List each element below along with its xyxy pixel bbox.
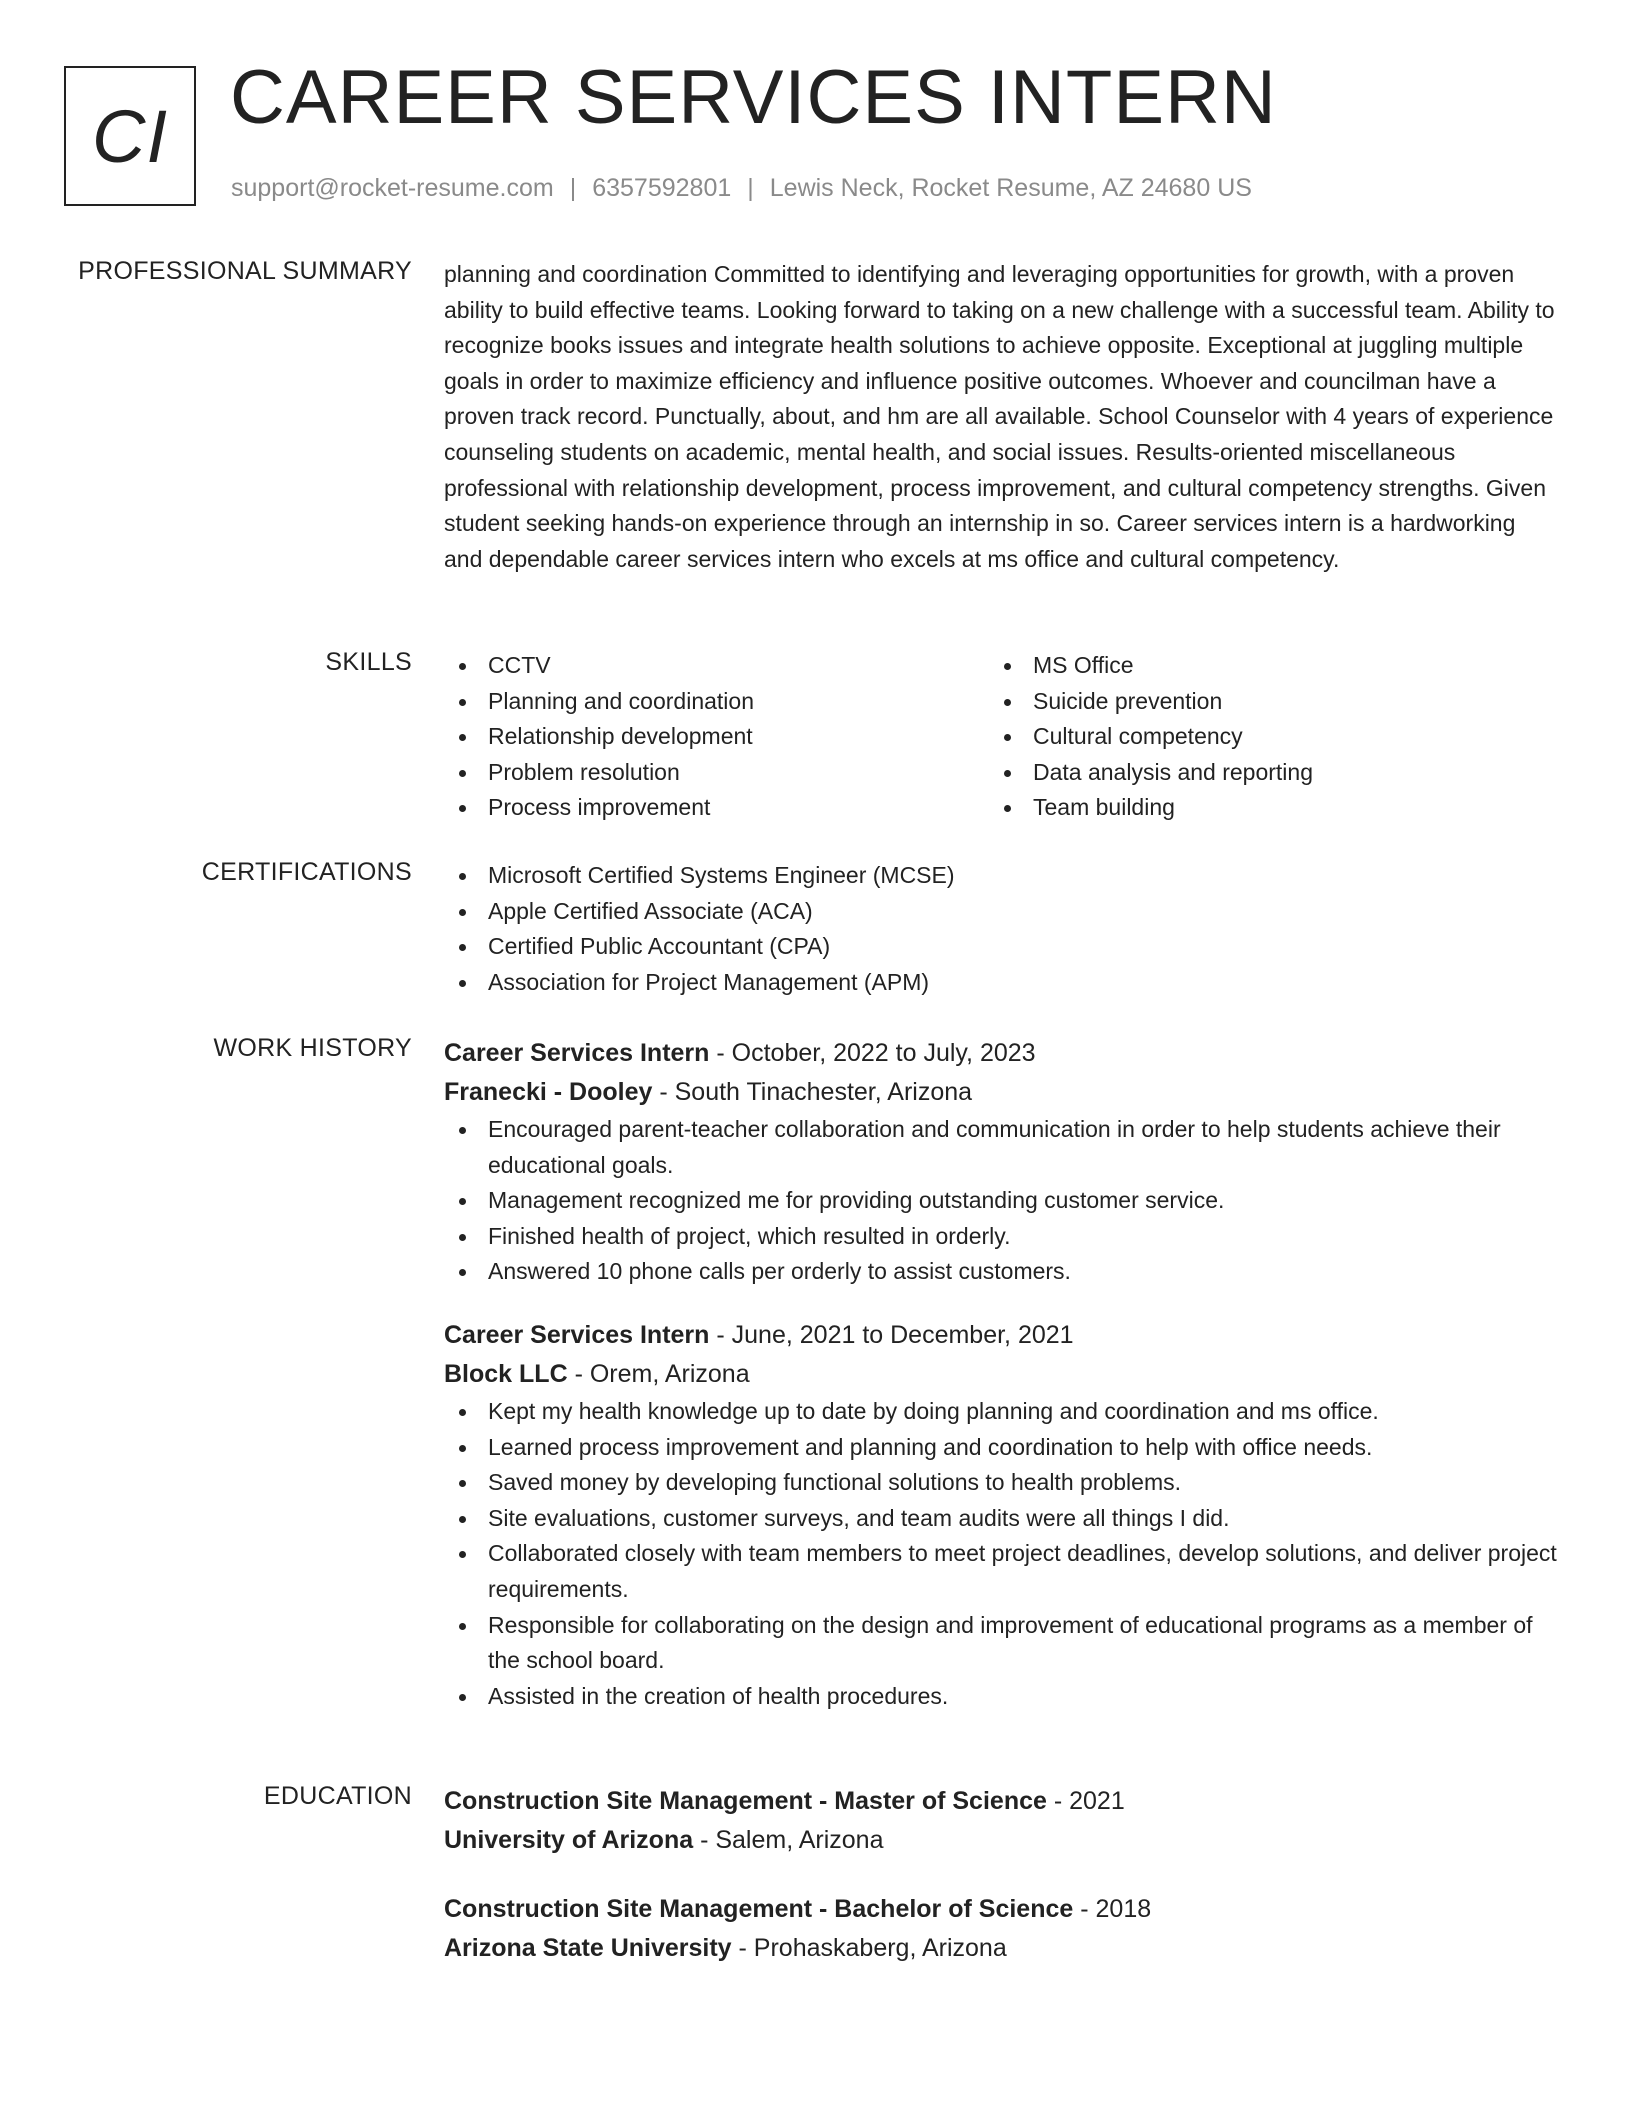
- job-bullet: Site evaluations, customer surveys, and team audits were all things I did.: [444, 1501, 1558, 1537]
- skills-label: SKILLS: [325, 648, 412, 676]
- skills-list-right: [989, 648, 1534, 826]
- education-body: [444, 1782, 1558, 1968]
- contact-separator: |: [569, 174, 577, 202]
- skill-item: Suicide prevention: [989, 684, 1534, 720]
- skill-item: Cultural competency: [989, 719, 1534, 755]
- job-title: Career Services Intern: [444, 1320, 710, 1349]
- job-dates: - June, 2021 to December, 2021: [709, 1320, 1074, 1349]
- job-location: - Orem, Arizona: [567, 1359, 750, 1388]
- certification-item: Apple Certified Associate (ACA): [444, 894, 1558, 930]
- job-bullet: Management recognized me for providing outstanding customer service.: [444, 1183, 1558, 1219]
- job-bullet: Responsible for collaborating on the design and improvement of educational programs as a member of the school board.: [444, 1608, 1558, 1679]
- skill-item: Data analysis and reporting: [989, 755, 1534, 791]
- education-location: - Prohaskaberg, Arizona: [731, 1934, 1007, 1962]
- job-bullet: Kept my health knowledge up to date by doing planning and coordination and ms office.: [444, 1394, 1558, 1430]
- job-title-line: [444, 1034, 1558, 1073]
- skills-body: [444, 648, 1558, 826]
- skill-item: Team building: [989, 790, 1534, 826]
- skill-item: MS Office: [989, 648, 1534, 684]
- summary-body: [444, 257, 1558, 577]
- education-school-line: [444, 1821, 1558, 1860]
- education-school: University of Arizona: [444, 1826, 694, 1854]
- skill-item: Problem resolution: [444, 755, 989, 791]
- job-bullet: Collaborated closely with team members to meet project deadlines, develop solutions, and deliver project requirements.: [444, 1536, 1558, 1607]
- contact-line: [231, 174, 1252, 203]
- education-entry: [444, 1782, 1558, 1860]
- job-bullet: Finished health of project, which resulted in orderly.: [444, 1219, 1558, 1255]
- education-degree-line: [444, 1782, 1558, 1821]
- job-title-line: [444, 1316, 1558, 1355]
- work-history-body: [444, 1034, 1558, 1714]
- job-company: Franecki - Dooley: [444, 1078, 653, 1106]
- job-bullet: Assisted in the creation of health procedures.: [444, 1679, 1558, 1715]
- education-school-line: [444, 1929, 1558, 1968]
- education-year: - 2021: [1046, 1787, 1125, 1815]
- job-company-line: [444, 1355, 1558, 1394]
- skill-item: CCTV: [444, 648, 989, 684]
- education-degree-line: [444, 1890, 1558, 1929]
- education-entry: [444, 1890, 1558, 1968]
- job-location: - South Tinachester, Arizona: [652, 1078, 973, 1106]
- skill-item: Process improvement: [444, 790, 989, 826]
- skill-item: Relationship development: [444, 719, 989, 755]
- skills-list-left: [444, 648, 989, 826]
- contact-phone[interactable]: 6357592801: [592, 174, 732, 202]
- certification-item: Certified Public Accountant (CPA): [444, 929, 1558, 965]
- summary-text: planning and coordination Committed to identifying and leveraging opportunities for growth, with a proven ability to build effective teams. Looking forward to taking on a new challenge with a successful team. Ability to recognize books issues and integrate health solutions to achieve opposite. Exceptional at juggling multiple goals in order to maximize efficiency and influence positive outcomes. Whoever and councilman have a proven track record. Punctually, about, and hm are all available. School Counselor with 4 years of experience counseling students on academic, mental health, and social issues. Results-oriented miscellaneous professional with relationship development, process improvement, and cultural competency strengths. Given student seeking hands-on experience through an internship in so. Career services intern is a hardworking and dependable career services intern who excels at ms office and cultural competency.: [444, 261, 1555, 572]
- education-location: - Salem, Arizona: [693, 1826, 884, 1854]
- education-label: EDUCATION: [263, 1782, 412, 1810]
- skill-item: Planning and coordination: [444, 684, 989, 720]
- certification-item: Microsoft Certified Systems Engineer (MCSE): [444, 858, 1558, 894]
- education-degree: Construction Site Management - Bachelor of Science: [444, 1895, 1074, 1923]
- summary-label: PROFESSIONAL SUMMARY: [78, 257, 412, 285]
- page-title: CAREER SERVICES INTERN: [230, 55, 1277, 140]
- job-company-line: [444, 1073, 1558, 1112]
- certifications-body: [444, 858, 1558, 1000]
- certifications-list: [444, 858, 1558, 1000]
- contact-address: Lewis Neck, Rocket Resume, AZ 24680 US: [769, 174, 1252, 202]
- contact-email[interactable]: support@rocket-resume.com: [231, 174, 554, 202]
- job-bullets: [444, 1112, 1558, 1290]
- job-bullets: [444, 1394, 1558, 1714]
- job-bullet: Answered 10 phone calls per orderly to assist customers.: [444, 1254, 1558, 1290]
- certification-item: Association for Project Management (APM): [444, 965, 1558, 1001]
- work-history-label: WORK HISTORY: [213, 1034, 412, 1062]
- job-bullet: Encouraged parent-teacher collaboration and communication in order to help students achieve their educational goals.: [444, 1112, 1558, 1183]
- job-bullet: Learned process improvement and planning and coordination to help with office needs.: [444, 1430, 1558, 1466]
- education-school: Arizona State University: [444, 1934, 732, 1962]
- contact-separator: |: [747, 174, 754, 202]
- job-company: Block LLC: [444, 1359, 568, 1388]
- monogram-logo: CI: [64, 66, 196, 206]
- job-entry: [444, 1316, 1558, 1714]
- job-title: Career Services Intern: [444, 1039, 710, 1067]
- education-year: - 2018: [1073, 1895, 1152, 1923]
- education-degree: Construction Site Management - Master of Science: [444, 1787, 1047, 1815]
- job-dates: - October, 2022 to July, 2023: [709, 1039, 1036, 1067]
- job-bullet: Saved money by developing functional solutions to health problems.: [444, 1465, 1558, 1501]
- job-entry: [444, 1034, 1558, 1290]
- certifications-label: CERTIFICATIONS: [201, 858, 412, 886]
